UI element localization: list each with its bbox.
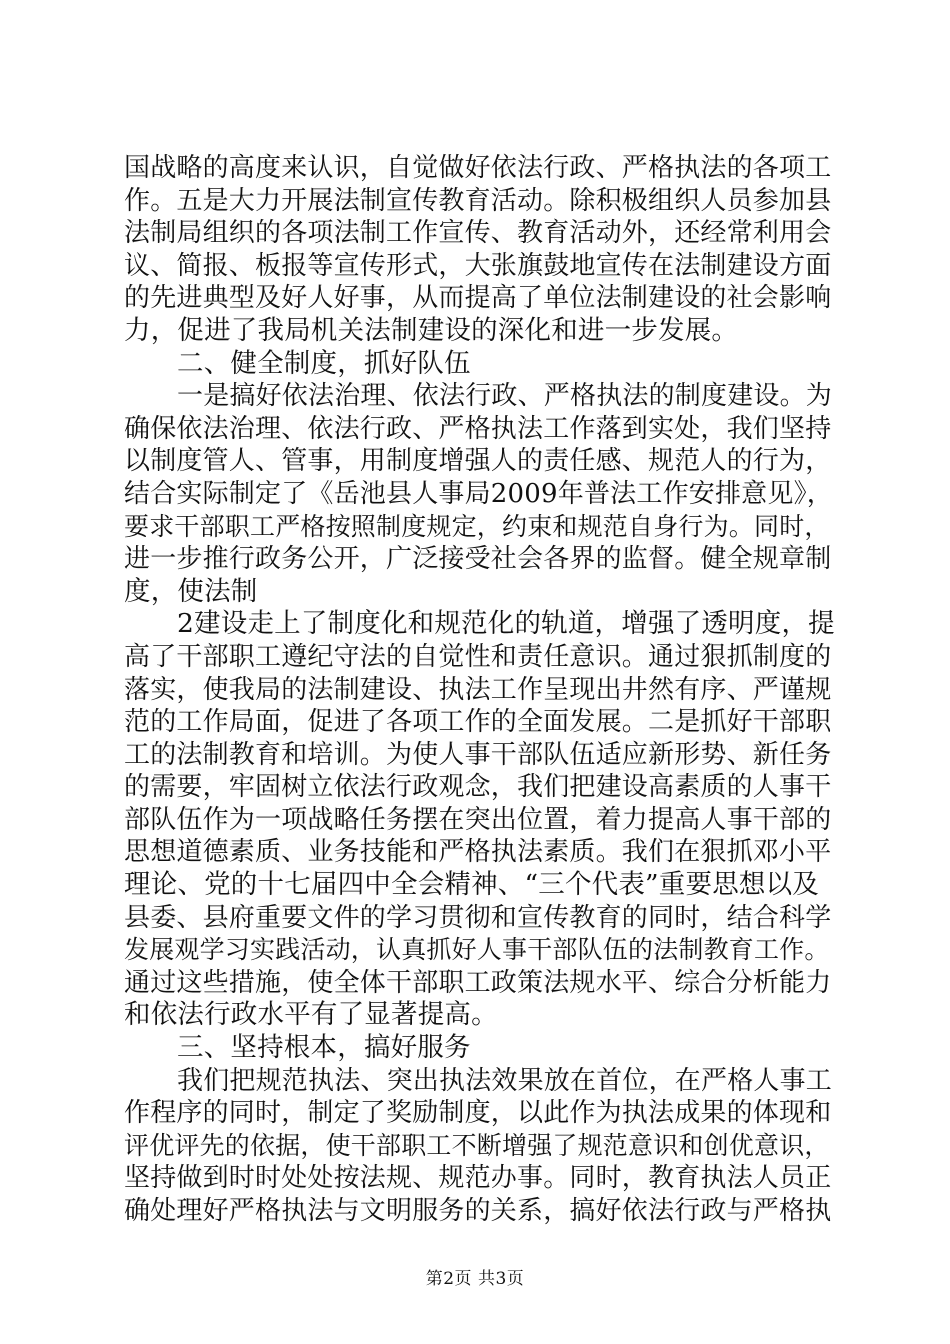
body-text bbox=[124, 152, 836, 1228]
text-line: 坚持做到时时处处按法规、规范办事。同时，教育执法人员正 bbox=[124, 1163, 832, 1194]
text-line: 高了干部职工遵纪守法的自觉性和责任意识。通过狠抓制度的 bbox=[124, 641, 832, 672]
text-line: 以制度管人、管事，用制度增强人的责任感、规范人的行为， bbox=[124, 446, 832, 477]
text-line: 范的工作局面，促进了各项工作的全面发展。二是抓好干部职 bbox=[124, 707, 832, 738]
text-line: 落实，使我局的法制建设、执法工作呈现出井然有序、严谨规 bbox=[124, 674, 832, 705]
text-line: 一是搞好依法治理、依法行政、严格执法的制度建设。为 bbox=[177, 381, 833, 412]
text-line: 的先进典型及好人好事，从而提高了单位法制建设的社会影响 bbox=[124, 283, 832, 314]
text-line: 力，促进了我局机关法制建设的深化和进一步发展。 bbox=[124, 314, 739, 346]
page-footer: 第2页 共3页 bbox=[425, 1269, 525, 1289]
text-line: 三、坚持根本，搞好服务 bbox=[177, 1032, 471, 1064]
text-line: 度，使法制 bbox=[124, 575, 258, 607]
text-line: 思想道德素质、业务技能和严格执法素质。我们在狠抓邓小平 bbox=[124, 837, 832, 868]
text-line: 确保依法治理、依法行政、严格执法工作落到实处，我们坚持 bbox=[124, 413, 832, 444]
text-line: 理论、党的十七届四中全会精神、“三个代表”重要思想以及 bbox=[124, 869, 819, 901]
text-line: 2建设走上了制度化和规范化的轨道，增强了透明度，提 bbox=[177, 608, 835, 640]
text-line: 和依法行政水平有了显著提高。 bbox=[124, 999, 498, 1031]
text-line: 的需要，牢固树立依法行政观念，我们把建设高素质的人事干 bbox=[124, 772, 832, 803]
text-line: 进一步推行政务公开，广泛接受社会各界的监督。健全规章制 bbox=[124, 544, 832, 575]
text-line: 部队伍作为一项战略任务摆在突出位置，着力提高人事干部的 bbox=[124, 804, 832, 835]
text-line: 县委、县府重要文件的学习贯彻和宣传教育的同时，结合科学 bbox=[124, 902, 832, 933]
text-line: 作程序的同时，制定了奖励制度，以此作为执法成果的体现和 bbox=[124, 1098, 832, 1129]
text-line: 发展观学习实践活动，认真抓好人事干部队伍的法制教育工作。 bbox=[124, 935, 830, 965]
text-line: 法制局组织的各项法制工作宣传、教育活动外，还经常利用会 bbox=[124, 218, 832, 249]
text-line: 我们把规范执法、突出执法效果放在首位，在严格人事工 bbox=[177, 1065, 833, 1096]
text-line: 作。五是大力开展法制宣传教育活动。除积极组织人员参加县 bbox=[124, 185, 832, 216]
text-line: 国战略的高度来认识，自觉做好依法行政、严格执法的各项工 bbox=[124, 153, 832, 183]
text-line: 议、简报、板报等宣传形式，大张旗鼓地宣传在法制建设方面 bbox=[124, 250, 832, 281]
text-line: 评优评先的依据，使干部职工不断增强了规范意识和创优意识， bbox=[124, 1130, 830, 1160]
text-line: 工的法制教育和培训。为使人事干部队伍适应新形势、新任务 bbox=[124, 739, 832, 770]
text-line: 通过这些措施，使全体干部职工政策法规水平、综合分析能力 bbox=[124, 967, 832, 998]
text-line: 二、健全制度，抓好队伍 bbox=[177, 347, 471, 379]
text-line: 确处理好严格执法与文明服务的关系，搞好依法行政与严格执 bbox=[124, 1196, 832, 1226]
text-line: 要求干部职工严格按照制度规定，约束和规范自身行为。同时， bbox=[124, 511, 830, 541]
text-line: 结合实际制定了《岳池县人事局2009年普法工作安排意见》， bbox=[124, 478, 833, 509]
